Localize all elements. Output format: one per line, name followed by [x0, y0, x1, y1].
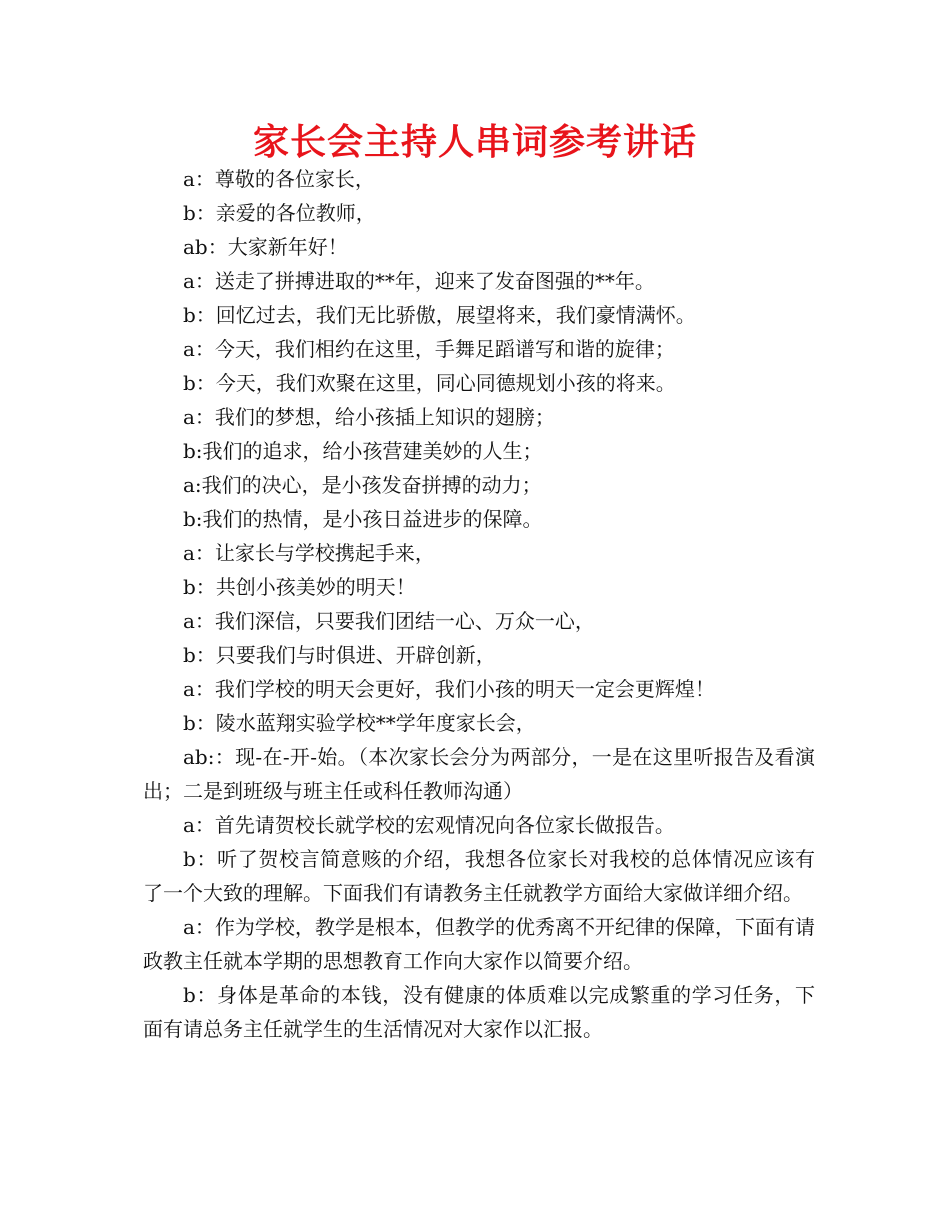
paragraph: b：身体是革命的本钱，没有健康的体质难以完成繁重的学习任务，下面有请总务主任就学生的生活情况对大家作以汇报。: [143, 983, 815, 1041]
paragraph: b:我们的热情，是小孩日益进步的保障。: [183, 507, 543, 531]
paragraph: b：今天，我们欢聚在这里，同心同德规划小孩的将来。: [183, 371, 676, 395]
document-title: 家长会主持人串词参考讲话: [252, 122, 697, 163]
paragraph: a：我们深信，只要我们团结一心、万众一心，: [183, 609, 595, 633]
paragraph: a：今天，我们相约在这里，手舞足蹈谱写和谐的旋律；: [183, 337, 675, 361]
paragraph: b：陵水蓝翔实验学校**学年度家长会，: [183, 711, 536, 735]
document-body: [143, 162, 815, 1046]
paragraph: a：尊敬的各位家长，: [183, 167, 375, 191]
paragraph: b：听了贺校言简意赅的介绍，我想各位家长对我校的总体情况应该有了一个大致的理解。下面我们有请教务主任就教学方面给大家做详细介绍。: [143, 847, 815, 905]
paragraph: b：只要我们与时俱进、开辟创新，: [183, 643, 496, 667]
paragraph: a：让家长与学校携起手来，: [183, 541, 435, 565]
paragraph: a：首先请贺校长就学校的宏观情况向各位家长做报告。: [183, 813, 675, 837]
paragraph: a：我们学校的明天会更好，我们小孩的明天一定会更辉煌！: [183, 677, 715, 701]
paragraph: a：送走了拼搏进取的**年，迎来了发奋图强的**年。: [183, 269, 655, 293]
paragraph: b：共创小孩美妙的明天！: [183, 575, 416, 599]
paragraph: b:我们的追求，给小孩营建美妙的人生；: [183, 439, 543, 463]
paragraph: b：亲爱的各位教师，: [183, 201, 376, 225]
paragraph: b：回忆过去，我们无比骄傲，展望将来，我们豪情满怀。: [183, 303, 696, 327]
paragraph: a：我们的梦想，给小孩插上知识的翅膀；: [183, 405, 555, 429]
paragraph: a：作为学校，教学是根本，但教学的优秀离不开纪律的保障，下面有请政教主任就本学期的思想教育工作向大家作以简要介绍。: [143, 915, 815, 973]
paragraph: ab：大家新年好！: [183, 235, 348, 259]
paragraph: a:我们的决心，是小孩发奋拼搏的动力；: [183, 473, 542, 497]
paragraph: ab:：现-在-开-始。（本次家长会分为两部分，一是在这里听报告及看演出；二是到班级与班主任或科任教师沟通）: [143, 745, 815, 803]
